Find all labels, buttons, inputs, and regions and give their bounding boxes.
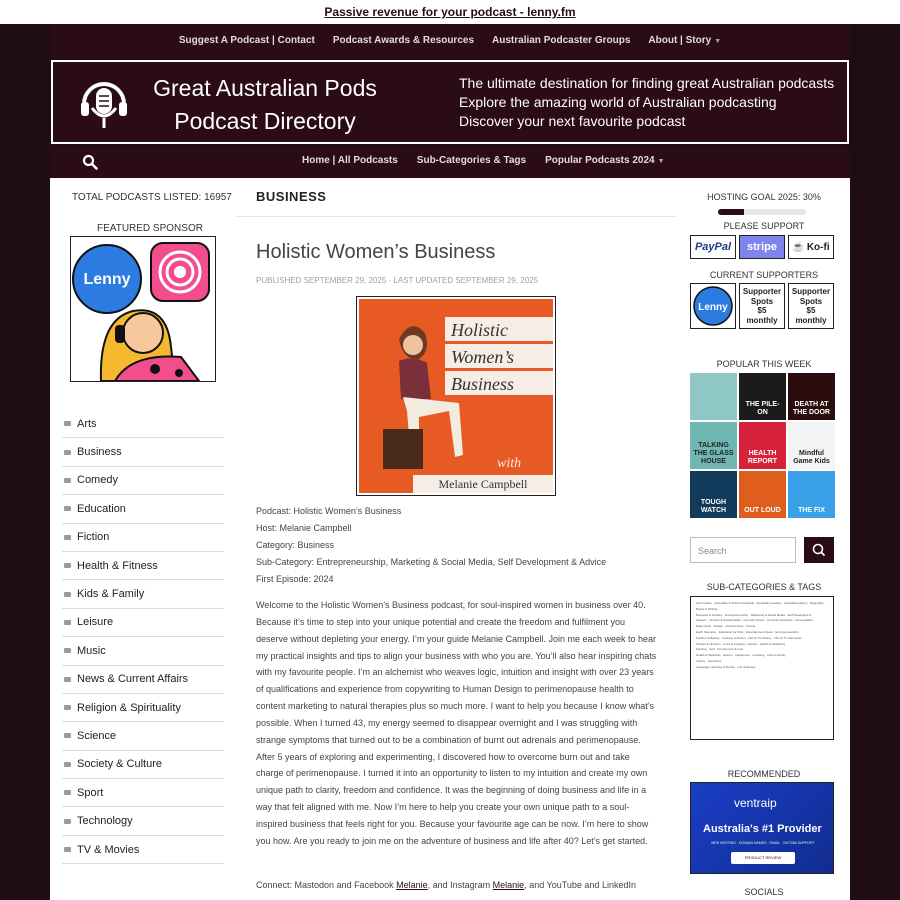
popular-this-week-label: POPULAR THIS WEEK [716,359,812,369]
site-banner[interactable] [51,60,849,144]
please-support-label: PLEASE SUPPORT [723,221,805,231]
tag-row[interactable]: Daily News · Design · Documentary · Drama [696,624,756,629]
folder-icon [64,592,71,597]
stripe-button[interactable]: stripe [739,235,785,259]
tag-row[interactable]: Arts Culture · Australian & Politics Podcasts · Australian Leaders · Australian History · Biography · Books & Writing [696,601,826,611]
folder-icon [64,450,71,455]
ad-headline: Australia's #1 Provider [703,823,822,835]
spot-text: monthly [746,315,778,325]
tag-row[interactable]: Health & Wellness · History · Indigenous · Investing · Kids & Family [696,653,786,658]
search-icon[interactable] [82,154,98,170]
category-label: Society & Culture [77,758,162,771]
featured-sponsor-title: FEATURED SPONSOR [97,223,203,234]
category-item-tv-movies[interactable] [62,836,224,864]
detail-subcategory: Sub-Category: Entrepreneurship, Marketing & Social Media, Self Development & Advice [256,557,607,567]
popular-podcast-tile[interactable] [739,373,786,420]
podcast-details [256,503,606,588]
podcast-description: Welcome to the Holistic Women’s Business podcast, for soul-inspired women in business over 40. Because it’s time to step into your unique potential and create the freedom and fulfilment you deserve without depleting your energy. I’m your guide Melanie Campbell. Join me each week to hear my practical insights and tips to align your business with who you are. You’ll also hear inspiring chats with my favourite people. I’m an alchemist who weaves logic, intuition and insight with over 23 years of qualifications and experience from copywriting to Human Design to perimenopause health to content marketing to natural therapies plus so much more. I want to help you because I know what’s possible. When I turned 43, my energy seemed to disappear overnight and I was struggling with strange symptoms that turned out to be a combination of burnt out adrenals and perimenopause. After 5 years of exploring and experimenting, I discovered how to overcome burn out and take charge of perimenopause. I turned it into an opportunity to listen to my intuition and create my own unique path to clarity, freedom and confidence. It was the beginning of doing business and life in a way that felt aligned with me. Now I’m here to help you create your own unique path to a soul-inspired business that feels right for you. Because your favourite age can be now. I’m here to show you how. Are you ready to join me on the adventure of business and life after 40? Let’s get started. [256,600,657,846]
category-item-religion[interactable] [62,694,224,722]
hosting-goal-progress-bar [718,209,806,215]
site-title-line2: Podcast Directory [174,108,356,134]
popular-podcast-tile[interactable] [739,471,786,518]
spot-text: monthly [795,315,827,325]
connect-suffix: , and YouTube and LinkedIn [524,880,636,890]
category-label: Technology [77,815,133,828]
chevron-down-icon: ▼ [714,38,722,45]
tag-row[interactable]: Improv · Interviews [696,658,722,663]
spot-text: Spots [750,296,774,306]
featured-sponsor-image[interactable] [70,236,216,382]
folder-icon [64,620,71,625]
post-title: Holistic Women’s Business [256,241,496,263]
popular-podcast-tile[interactable] [690,373,737,420]
category-item-fiction[interactable] [62,524,224,552]
facebook-link[interactable]: Melanie [396,880,428,890]
nav-popular-label: Popular Podcasts 2024 [545,155,655,166]
spot-text: Supporter [791,287,831,296]
category-item-news[interactable] [62,666,224,694]
folder-icon [64,677,71,682]
tile-title: HEALTH REPORT [747,450,778,465]
tile-title: Mindful Game Kids [793,450,830,465]
tag-row[interactable]: Fitness & Nutrition · Food & Cooking · Games · Health & Wellbeing [696,641,786,646]
category-item-leisure[interactable] [62,609,224,637]
category-label: Comedy [77,474,118,487]
category-label: Leisure [77,616,114,629]
current-supporters-label: CURRENT SUPPORTERS [709,270,819,280]
category-item-kids-family[interactable] [62,580,224,608]
recommended-label: RECOMMENDED [727,769,801,779]
top-navigation [50,24,850,58]
ad-review-badge: PRODUCT REVIEW [731,852,795,864]
folder-icon [64,478,71,483]
category-item-music[interactable] [62,637,224,665]
detail-category: Category: Business [256,540,335,550]
folder-icon [64,762,71,767]
category-label: News & Current Affairs [77,673,189,686]
nav-popular-podcasts[interactable] [545,155,683,166]
supporter-logo-text: Lenny [698,302,728,313]
category-list [62,410,224,864]
detail-host: Host: Melanie Campbell [256,523,352,533]
connect-prefix: Connect: Mastodon and Facebook [256,880,397,890]
sponsor-logo-text: Lenny [83,271,131,288]
nav-about-story[interactable] [639,35,730,46]
category-item-business[interactable] [62,438,224,466]
folder-icon [64,421,71,426]
tile-title: OUT LOUD [744,507,781,514]
category-item-technology[interactable] [62,807,224,835]
folder-icon [64,790,71,795]
category-label: TV & Movies [77,843,140,856]
podcast-cover-image[interactable] [356,296,556,496]
detail-podcast: Podcast: Holistic Women’s Business [256,506,402,516]
cover-art [359,299,553,493]
spot-text: Supporter [742,287,782,296]
category-label: Arts [77,417,97,430]
popular-podcast-tile[interactable] [788,471,835,518]
banner-taglines [459,74,834,131]
category-item-comedy[interactable] [62,467,224,495]
site-title [143,72,387,138]
subcategories-tags-label: SUB-CATEGORIES & TAGS [706,582,822,592]
tile-title: THE FIX [798,507,825,514]
cover-line1: Holistic [451,320,508,340]
category-label: Health & Fitness [77,559,158,572]
spot-text: Spots [799,296,823,306]
cover-host-name: Melanie Campbell [438,477,528,491]
tag-row[interactable]: Business & Industry · Entrepreneurship · Marketing & Social Media · Self Development [696,612,812,617]
promo-bar [0,0,900,24]
instagram-link[interactable]: Melanie [492,880,525,890]
spot-text: $5 [806,306,816,315]
supporter-spot-2[interactable] [788,283,834,329]
nav-subcategories-tags[interactable]: Sub-Categories & Tags [416,155,527,166]
tag-row[interactable]: Earth Sciences · Education for Kids · Entertainment News · Entrepreneurship [696,629,799,634]
page-content [50,178,850,900]
tile-title: DEATH AT THE DOOR [793,401,830,416]
category-item-society-culture[interactable] [62,751,224,779]
nav-podcaster-groups[interactable]: Australian Podcaster Groups [492,35,631,46]
tile-title: THE PILE-ON [745,401,780,416]
nav-awards-resources[interactable]: Podcast Awards & Resources [332,35,475,46]
spot-text: $5 [757,306,767,315]
folder-icon [64,535,71,540]
kofi-cup-icon: ☕ [792,241,805,253]
popular-podcast-tile[interactable] [739,422,786,469]
cover-line3: Business [451,374,514,394]
lenny-logo-icon [691,284,735,328]
cover-line2: Women’s [451,347,515,367]
site-title-line1: Great Australian Pods [153,75,377,101]
category-label: Sport [77,786,104,799]
tagline-2: Explore the amazing world of Australian podcasting [459,94,777,110]
category-label: Kids & Family [77,588,145,601]
tagline-3: Discover your next favourite podcast [459,113,686,129]
popular-podcast-tile[interactable] [690,422,737,469]
tag-row[interactable]: Gaming · Golf · Government & Law [696,647,744,652]
category-item-sport[interactable] [62,779,224,807]
cover-with: with [497,456,522,471]
category-label: Music [77,644,106,657]
popular-podcast-tile[interactable] [788,373,835,420]
promo-link[interactable]: Passive revenue for your podcast - lenny.fm [324,5,576,19]
hosting-goal-label: HOSTING GOAL 2025: 30% [707,192,821,202]
detail-first-episode: First Episode: 2024 [256,574,334,584]
kofi-button[interactable] [788,235,834,259]
connect-links [256,877,660,894]
folder-icon [64,819,71,824]
folder-icon [64,563,71,568]
kofi-label: Ko-fi [806,241,830,253]
nav-home-all-podcasts[interactable]: Home | All Podcasts [302,155,398,166]
chevron-down-icon: ▼ [657,158,665,165]
tagline-1: The ultimate destination for finding great Australian podcasts [459,75,835,91]
lenny-illustration-icon [71,237,215,381]
folder-icon [64,733,71,738]
post-meta: PUBLISHED SEPTEMBER 29, 2025 · LAST UPDATED SEPTEMBER 29, 2025 [256,276,539,285]
socials-label: SOCIALS [744,887,784,897]
tag-row[interactable]: Language Learning & Stories · Life Sciences [696,664,756,669]
folder-icon [64,506,71,511]
search-button[interactable] [804,537,834,563]
tag-cloud [690,596,834,740]
folder-icon [64,705,71,710]
tag-row[interactable]: Careers · Climate & Sustainability · Comedy Fiction · Comedy Interviews · Conversation [696,618,813,623]
progress-fill [718,209,744,215]
category-label: Science [77,729,117,742]
popular-podcast-tile[interactable] [690,471,737,518]
category-item-health-fitness[interactable] [62,552,224,580]
category-label: Business [77,446,122,459]
tag-row[interactable]: Fashion & Beauty · Fantasy & Fiction · Film & TV History · Film & TV Interviews [696,635,802,640]
podcast-microphone-logo-icon [79,74,129,130]
category-label: Religion & Spirituality [77,701,181,714]
main-navigation [50,146,850,178]
folder-icon [64,847,71,852]
tile-title: TOUGH WATCH [700,499,727,514]
connect-middle: , and Instagram [427,880,493,890]
total-podcasts-count: TOTAL PODCASTS LISTED: 16957 [72,192,232,203]
category-label: Education [77,502,126,515]
supporter-spot-1[interactable] [739,283,785,329]
section-title: BUSINESS [256,189,327,204]
nav-about-label: About | Story [648,35,712,46]
tile-title: TALKING THE GLASS HOUSE [693,442,734,465]
ad-brand: ventraip [734,796,777,810]
popular-podcast-tile[interactable] [788,422,835,469]
divider [236,216,676,217]
category-label: Fiction [77,531,110,544]
nav-suggest-contact[interactable]: Suggest A Podcast | Contact [178,35,315,46]
category-item-arts[interactable] [62,410,224,438]
supporter-lenny[interactable] [690,283,736,329]
ventraip-ad[interactable] [690,782,834,874]
category-item-science[interactable] [62,722,224,750]
category-item-education[interactable] [62,495,224,523]
folder-icon [64,648,71,653]
search-icon [804,537,834,563]
search-input[interactable]: Search [690,537,796,563]
ad-fineprint: WEB HOSTING · DOMAIN NAMES · EMAIL · 24/7/365 SUPPORT [711,841,815,845]
paypal-button[interactable]: PayPal [690,235,736,259]
